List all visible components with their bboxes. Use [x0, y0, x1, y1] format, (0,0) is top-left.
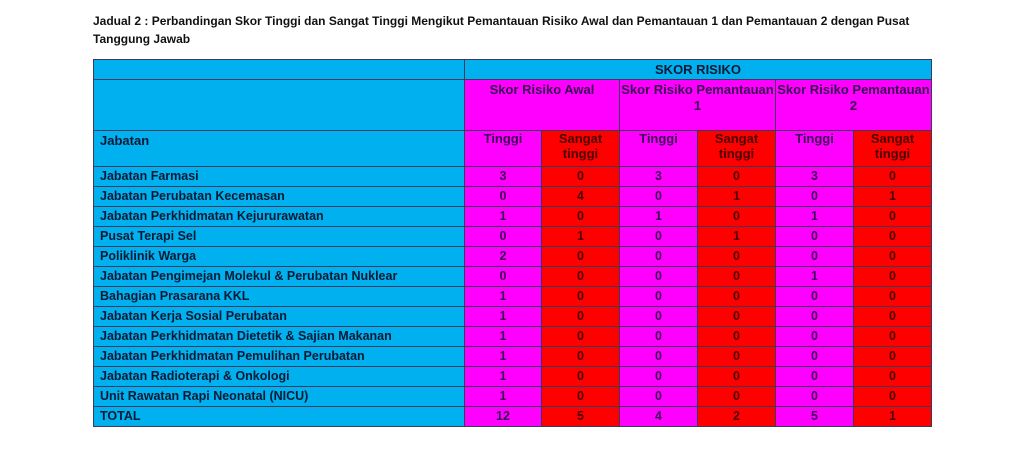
table-row [94, 327, 932, 347]
cell-sangat-tinggi: 0 [854, 327, 932, 347]
table-caption: Jadual 2 : Perbandingan Skor Tinggi dan Sangat Tinggi Mengikut Pemantauan Risiko Awal dan Pemantauan 1 dan Pemantauan 2 dengan Pusat Tanggung Jawab [93, 14, 910, 46]
cell-tinggi: 0 [620, 187, 698, 207]
column-header-tinggi: Tinggi [776, 131, 854, 167]
cell-sangat-tinggi: 1 [698, 187, 776, 207]
cell-sangat-tinggi: 0 [698, 167, 776, 187]
cell-tinggi: 0 [465, 267, 542, 287]
cell-sangat-tinggi: 0 [542, 287, 620, 307]
cell-tinggi: 1 [465, 387, 542, 407]
cell-sangat-tinggi: 0 [854, 207, 932, 227]
cell-tinggi: 0 [776, 247, 854, 267]
cell-sangat-tinggi: 0 [854, 247, 932, 267]
row-label: Jabatan Perubatan Kecemasan [94, 187, 465, 207]
cell-tinggi: 0 [776, 367, 854, 387]
cell-sangat-tinggi: 1 [698, 227, 776, 247]
cell-tinggi: 0 [465, 227, 542, 247]
cell-tinggi: 0 [776, 187, 854, 207]
table-row [94, 367, 932, 387]
row-label: Unit Rawatan Rapi Neonatal (NICU) [94, 387, 465, 407]
cell-sangat-tinggi: 1 [854, 187, 932, 207]
cell-sangat-tinggi: 0 [698, 327, 776, 347]
header-blank-top [94, 60, 465, 80]
cell-sangat-tinggi: 4 [542, 187, 620, 207]
table-row [94, 287, 932, 307]
cell-sangat-tinggi: 0 [698, 207, 776, 227]
cell-sangat-tinggi: 0 [542, 307, 620, 327]
cell-sangat-tinggi: 0 [854, 167, 932, 187]
cell-tinggi: 0 [776, 387, 854, 407]
column-header-tinggi: Tinggi [620, 131, 698, 167]
table-row [94, 167, 932, 187]
cell-tinggi: 1 [776, 207, 854, 227]
cell-tinggi: 1 [465, 287, 542, 307]
row-label: Jabatan Radioterapi & Onkologi [94, 367, 465, 387]
cell-tinggi: 4 [620, 407, 698, 427]
table-row [94, 207, 932, 227]
table-row [94, 187, 932, 207]
header-blank-sub [94, 80, 465, 131]
table-row [94, 247, 932, 267]
cell-tinggi: 3 [465, 167, 542, 187]
cell-sangat-tinggi: 0 [698, 267, 776, 287]
cell-sangat-tinggi: 0 [542, 347, 620, 367]
table-row [94, 307, 932, 327]
cell-sangat-tinggi: 0 [542, 387, 620, 407]
cell-sangat-tinggi: 0 [854, 367, 932, 387]
sub-header-pemantauan-1: Skor Risiko Pemantauan 1 [620, 80, 776, 131]
cell-tinggi: 0 [620, 327, 698, 347]
row-label: Jabatan Kerja Sosial Perubatan [94, 307, 465, 327]
cell-tinggi: 3 [620, 167, 698, 187]
cell-tinggi: 1 [465, 307, 542, 327]
cell-tinggi: 0 [620, 387, 698, 407]
cell-tinggi: 0 [620, 267, 698, 287]
cell-tinggi: 0 [620, 227, 698, 247]
cell-sangat-tinggi: 0 [542, 167, 620, 187]
cell-tinggi: 0 [776, 227, 854, 247]
cell-sangat-tinggi: 0 [542, 327, 620, 347]
sub-header-awal: Skor Risiko Awal [465, 80, 620, 131]
cell-tinggi: 1 [465, 347, 542, 367]
row-label: Jabatan Perkhidmatan Kejururawatan [94, 207, 465, 227]
cell-sangat-tinggi: 0 [542, 367, 620, 387]
cell-sangat-tinggi: 0 [698, 307, 776, 327]
cell-tinggi: 0 [776, 347, 854, 367]
cell-tinggi: 0 [620, 367, 698, 387]
row-label: Bahagian Prasarana KKL [94, 287, 465, 307]
column-header-sangat-tinggi: Sangat tinggi [542, 131, 620, 167]
cell-tinggi: 0 [620, 347, 698, 367]
cell-tinggi: 1 [776, 267, 854, 287]
cell-sangat-tinggi: 0 [698, 347, 776, 367]
column-header-tinggi: Tinggi [465, 131, 542, 167]
row-label: Poliklinik Warga [94, 247, 465, 267]
row-label: Pusat Terapi Sel [94, 227, 465, 247]
cell-tinggi: 5 [776, 407, 854, 427]
cell-tinggi: 0 [776, 287, 854, 307]
table-row [94, 227, 932, 247]
cell-sangat-tinggi: 0 [542, 247, 620, 267]
column-header-sangat-tinggi: Sangat tinggi [854, 131, 932, 167]
row-label: Jabatan Farmasi [94, 167, 465, 187]
cell-sangat-tinggi: 0 [854, 287, 932, 307]
cell-sangat-tinggi: 0 [854, 387, 932, 407]
cell-tinggi: 12 [465, 407, 542, 427]
cell-tinggi: 0 [776, 307, 854, 327]
cell-sangat-tinggi: 0 [542, 267, 620, 287]
cell-tinggi: 0 [620, 287, 698, 307]
table-row [94, 387, 932, 407]
cell-sangat-tinggi: 5 [542, 407, 620, 427]
cell-sangat-tinggi: 0 [854, 307, 932, 327]
cell-tinggi: 1 [465, 367, 542, 387]
cell-sangat-tinggi: 0 [854, 267, 932, 287]
cell-tinggi: 1 [465, 327, 542, 347]
cell-sangat-tinggi: 0 [854, 347, 932, 367]
column-header-sangat-tinggi: Sangat tinggi [698, 131, 776, 167]
cell-sangat-tinggi: 0 [698, 247, 776, 267]
cell-sangat-tinggi: 0 [698, 367, 776, 387]
total-row [94, 407, 932, 427]
group-header-skor-risiko: SKOR RISIKO [465, 60, 932, 80]
cell-sangat-tinggi: 0 [854, 227, 932, 247]
table-row [94, 347, 932, 367]
cell-tinggi: 1 [465, 207, 542, 227]
cell-tinggi: 0 [620, 307, 698, 327]
cell-tinggi: 2 [465, 247, 542, 267]
cell-sangat-tinggi: 0 [698, 287, 776, 307]
cell-tinggi: 0 [465, 187, 542, 207]
cell-tinggi: 3 [776, 167, 854, 187]
cell-tinggi: 0 [776, 327, 854, 347]
cell-sangat-tinggi: 0 [542, 207, 620, 227]
row-label: Jabatan Perkhidmatan Pemulihan Perubatan [94, 347, 465, 367]
cell-sangat-tinggi: 1 [542, 227, 620, 247]
row-label: Jabatan Perkhidmatan Dietetik & Sajian Makanan [94, 327, 465, 347]
cell-sangat-tinggi: 0 [698, 387, 776, 407]
risk-score-table [93, 59, 932, 427]
cell-tinggi: 0 [620, 247, 698, 267]
row-label: Jabatan Pengimejan Molekul & Perubatan Nuklear [94, 267, 465, 287]
sub-header-pemantauan-2: Skor Risiko Pemantauan 2 [776, 80, 932, 131]
table-row [94, 267, 932, 287]
column-header-jabatan: Jabatan [94, 131, 465, 167]
cell-tinggi: 1 [620, 207, 698, 227]
row-label: TOTAL [94, 407, 465, 427]
cell-sangat-tinggi: 2 [698, 407, 776, 427]
cell-sangat-tinggi: 1 [854, 407, 932, 427]
